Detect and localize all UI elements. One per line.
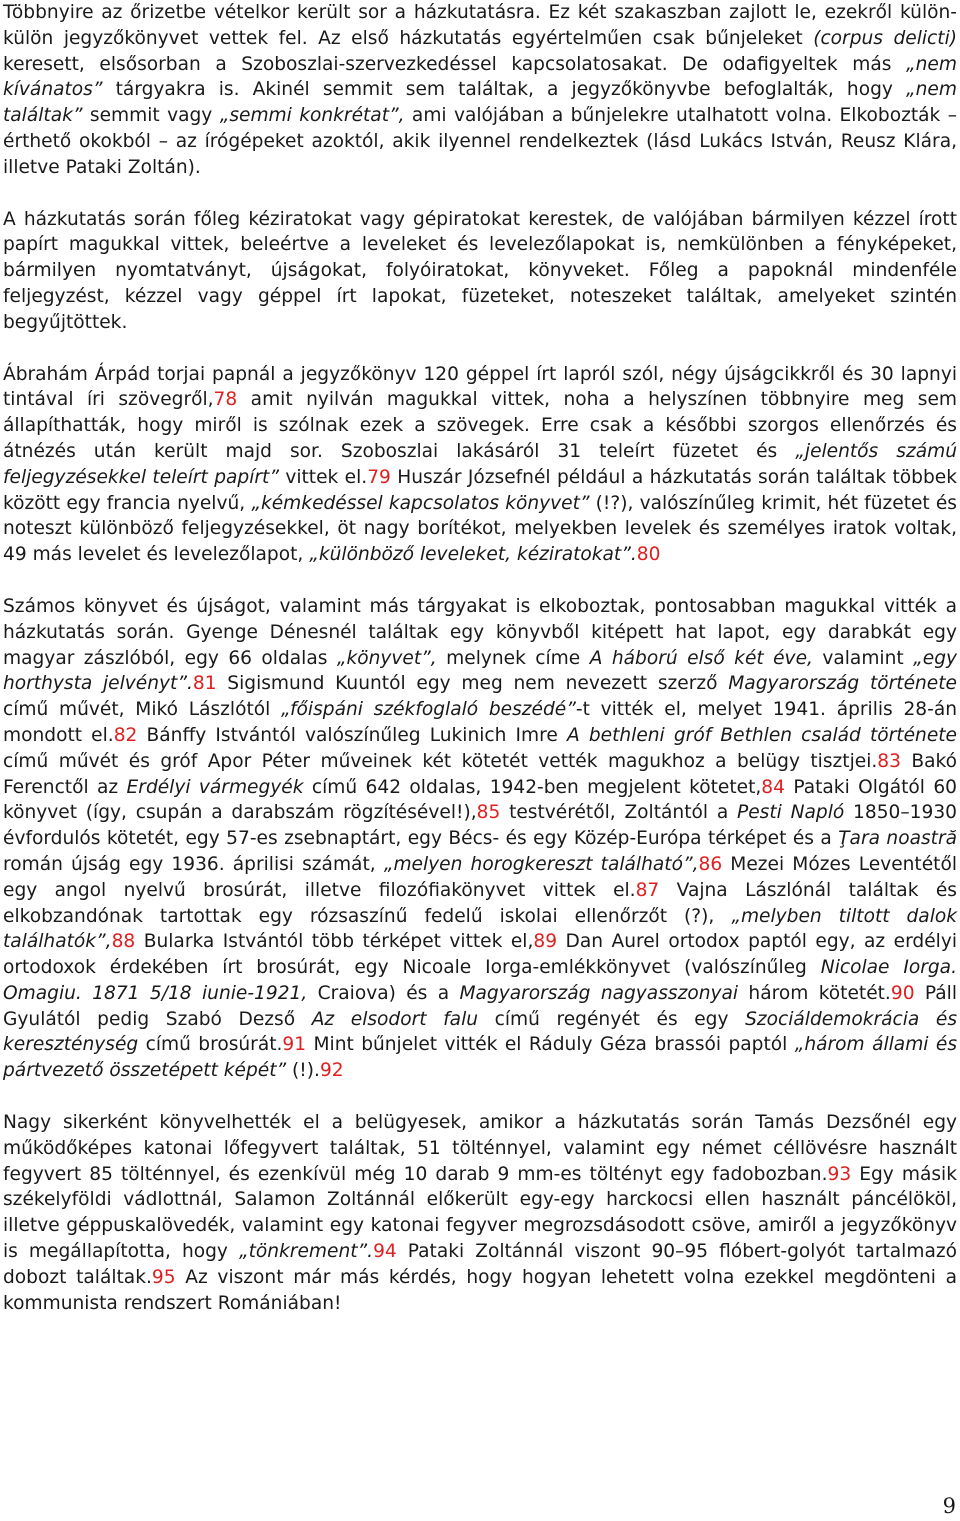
footnote-ref[interactable]: 94 — [373, 1241, 397, 1263]
paragraph-5: Nagy sikerként könyvelhették el a belügyesek, amikor a házkutatás során Tamás Dezsőnél egy működőképes katonai lőfegyvert találtak, 51 tölténnyel, valamint egy német céllövésre használt fegyvert 85 tölténnyel, és ezenkívül még 10 darab 9 mm-es töltényt egy fadobozban.93 Egy másik székelyföldi vádlottnál, Salamon Zoltánnál előkerült egy-egy harckocsi ellen használt páncélököl, illetve géppuskalövedék, valamint egy katonai fegyver megrozsdásodott csöve, amiről a jegyzőkönyv is megállapította, hogy „tönkrement”.94 Pataki Zoltánnál viszont 90–95 flóbert-golyót tartalmazó dobozt találtak.95 Az viszont már más kérdés, hogy hogyan lehetett volna ezekkel megdönteni a kommunista rendszert Romániában! — [3, 1112, 958, 1314]
document-page — [3, 0, 957, 1316]
page-number: 9 — [942, 1494, 956, 1518]
footnote-ref[interactable]: 85 — [476, 802, 501, 824]
footnote-ref[interactable]: 86 — [698, 853, 723, 875]
footnote-ref[interactable]: 87 — [635, 879, 660, 901]
footnote-ref[interactable]: 84 — [761, 776, 785, 798]
footnote-ref[interactable]: 78 — [213, 389, 238, 411]
footnote-ref[interactable]: 81 — [192, 673, 217, 695]
footnote-ref[interactable]: 80 — [636, 544, 661, 566]
footnote-ref[interactable]: 90 — [890, 982, 915, 1004]
footnote-ref[interactable]: 95 — [151, 1266, 176, 1288]
paragraph-3: Ábrahám Árpád torjai papnál a jegyzőkönyv 120 géppel írt lapról szól, négy újságcikkről és 30 lapnyi tintával íri szövegről,78 amit nyilván magukkal vittek, noha a helyszínen többnyire meg sem állapíthatták, hogy miről is szólnak ezek a szövegek. Erre csak a későbbi szorgos ellenőrzés és átnézés után került majd sor. Szoboszlai lakásáról 31 teleírt füzetet és „jelentős számú feljegyzésekkel teleírt papírt” vittek el.79 Huszár Józsefnél például a házkutatás során találtak többek között egy francia nyelvű, „kémkedéssel kapcsolatos könyvet” (!?), valószínűleg krimit, hét füzetet és noteszt különböző feljegyzésekkel, öt nagy borítékot, melyekben levelek és személyes iratok voltak, 49 más levelet és levelezőlapot, „különböző leveleket, kéziratokat”.80 — [3, 363, 957, 566]
footnote-ref[interactable]: 93 — [827, 1163, 852, 1185]
footnote-ref[interactable]: 88 — [111, 931, 136, 953]
footnote-ref[interactable]: 91 — [282, 1034, 307, 1056]
footnote-ref[interactable]: 89 — [533, 931, 558, 953]
footnote-ref[interactable]: 79 — [367, 466, 391, 488]
footnote-ref[interactable]: 92 — [319, 1060, 344, 1082]
paragraph-1: Többnyire az őrizetbe vételkor került sor a házkutatásra. Ez két szakaszban zajlott le, ezekről külön-külön jegyzőkönyvet vettek fel. Az első házkutatás egyértelműen csak bűnjeleket (corpus delicti) keresett, elsősorban a Szoboszlai-szervezkedéssel kapcsolatosakat. De odafigyeltek más „nem kívánatos” tárgyakra is. Akinél semmit sem találtak, a jegyzőkönyvbe befoglalták, hogy „nem találtak” semmit vagy „semmi konkrétat”, ami valójában a bűnjelekre utalhatott volna. Elkobozták – érthető okokból – az írógépeket azoktól, akik ilyennel rendelkeztek (lásd Lukács István, Reusz Klára, illetve Pataki Zoltán). — [3, 2, 957, 178]
paragraph-4: Számos könyvet és újságot, valamint más tárgyakat is elkoboztak, pontosabban magukkal vitték a házkutatás során. Gyenge Dénesnél találtak egy könyvből kitépett hat lapot, egy darabkát egy magyar zászlóból, egy 66 oldalas „könyvet”, melynek címe A háború első két éve, valamint „egy horthysta jelvényt”.81 Sigismund Kuuntól egy meg nem nevezett szerző Magyarország története című művét, Mikó Lászlótól „főispáni székfoglaló beszédé”-t vitték el, melyet 1941. április 28-án mondott el.82 Bánffy Istvántól valószínűleg Lukinich Imre A bethleni gróf Bethlen család története című művét és gróf Apor Péter műveinek két kötetét vették magukhoz a belügy tisztjei.83 Bakó Ferenctől az Erdélyi vármegyék című 642 oldalas, 1942-ben megjelent kötetet,84 Pataki Olgától 60 könyvet (így, csupán a darabszám rögzítésével!),85 testvérétől, Zoltántól a Pesti Napló 1850–1930 évfordulós kötetét, egy 57-es zsebnaptárt, egy Bécs- és egy Közép-Európa térképet és a Ţara noastră román újság egy 1936. áprilisi számát, „melyen horogkereszt található”,86 Mezei Mózes Leventétől egy angol nyelvű brosúrát, illetve filozófiakönyvet vittek el.87 Vajna Lászlónál találtak és elkobzandónak tartottak egy rózsaszínű fedelű iskolai ellenőrzőt (?), „melyben tiltott dalok találhatók”,88 Bularka Istvántól több térképet vittek el,89 Dan Aurel ortodox paptól egy, az erdélyi ortodoxok érdekében írt brosúrát, egy Nicoale Iorga-emlékkönyvet (valószínűleg Nicolae Iorga. Omagiu. 1871 5/18 iunie-1921, Craiova) és a Magyarország nagyasszonyai három kötetét.90 Páll Gyulától pedig Szabó Dezső Az elsodort falu című regényét és egy Szociáldemokrácia és kereszténység című brosúrát.91 Mint bűnjelet vitték el Ráduly Géza brassói paptól „három állami és pártvezető összetépett képét” (!).92 — [3, 595, 958, 1082]
footnote-ref[interactable]: 83 — [877, 750, 901, 772]
footnote-ref[interactable]: 82 — [113, 724, 138, 746]
paragraph-2: A házkutatás során főleg kéziratokat vagy gépiratokat kerestek, de valójában bármilyen kézzel írott papírt magukkal vittek, beleértve a leveleket és levelezőlapokat is, nemkülönben a fényképeket, bármilyen nyomtatványt, újságokat, folyóiratokat, könyveket. Főleg a papoknál mindenféle feljegyzést, kézzel vagy géppel írt lapokat, füzeteket, noteszeket találtak, amelyeket szintén begyűjtöttek. — [3, 208, 957, 333]
